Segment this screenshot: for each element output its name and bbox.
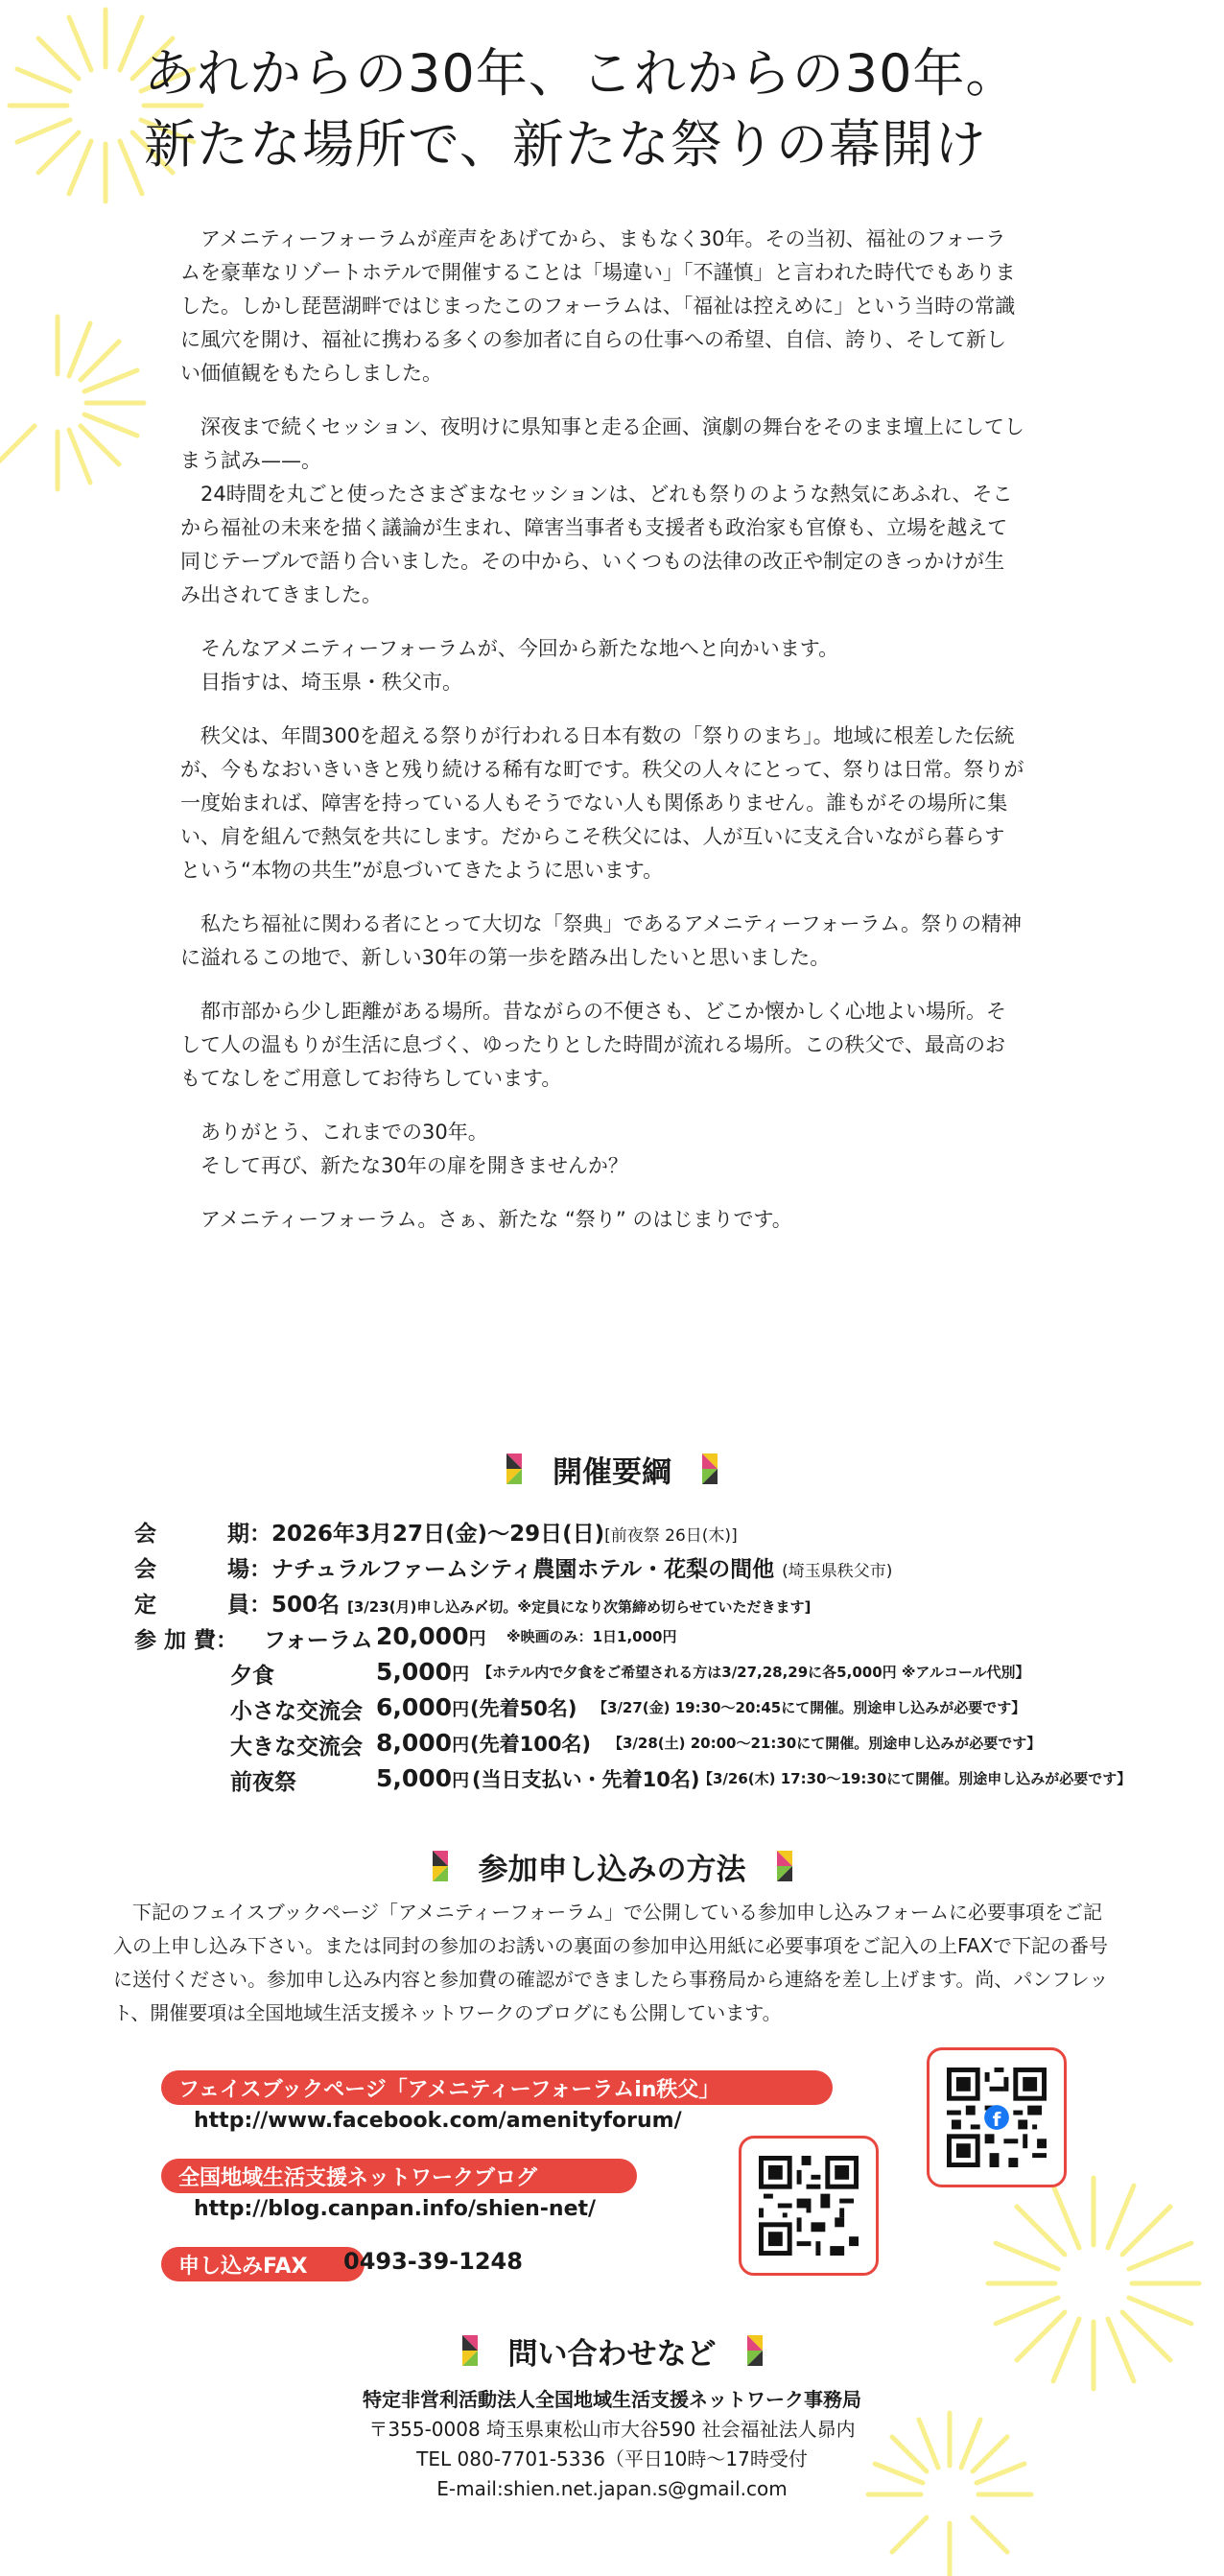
fee-note: 【3/27(金) 19:30〜20:45にて開催。別途申し込みが必要です】 [593, 1699, 1026, 1716]
fax-label: 申し込みFAX [161, 2247, 365, 2281]
fee-note: 【3/28(土) 20:00〜21:30にて開催。別途申し込みが必要です】 [608, 1735, 1042, 1752]
intro-paragraph: アメニティーフォーラム。さぁ、新たな “祭り” のはじまりです。 [200, 1208, 792, 1231]
blog-url-link[interactable]: http://blog.canpan.info/shien-net/ [194, 2197, 597, 2221]
capacity-note: [3/23(月)申し込み〆切。※定員になり次第締め切らせていただきます] [347, 1598, 812, 1616]
svg-text:f: f [992, 2108, 1001, 2131]
fee-note: ※映画のみ：1日1,000円 [506, 1628, 677, 1645]
intro-paragraph: アメニティーフォーラムが産声をあげてから、まもなく30年。その当初、福祉のフォーラムを豪華なリゾートホテルで開催することは「場違い」「不謹慎」と言われた時代でもありました。しかし琵琶湖畔ではじまったこのフォーラムは、「福祉は控えめに」という当時の常識に風穴を開け、福祉に携わる多くの参加者に自らの仕事への希望、自信、誇り、そして新しい価値観をもたらしました。 [180, 227, 1016, 385]
fee-extra: (先着50名) [470, 1697, 577, 1720]
capacity-value: ：500名 [249, 1593, 341, 1618]
contact-tel: TEL 080-7701-5336（平日10時〜17時受付 [416, 2447, 808, 2470]
intro-paragraph: 私たち福祉に関わる者にとって大切な「祭典」であるアメニティーフォーラム。祭りの精神に溢れるこの地で、新しい30年の第一歩を踏み出したいと思いました。 [180, 912, 1022, 969]
fee-row [134, 1658, 1209, 1693]
intro-paragraph: 深夜まで続くセッション、夜明けに県知事と走る企画、演劇の舞台をそのまま壇上にしてしまう試み——。 [180, 415, 1024, 472]
contact-info [0, 2385, 1224, 2504]
venue-value: ：ナチュラルファームシティ農園ホテル・花梨の間他 [249, 1557, 775, 1582]
intro-paragraph: 目指すは、埼玉県・秩父市。 [200, 671, 462, 694]
period-value: ：2026年3月27日(金)〜29日(日)[前夜祭 26日(木)] [249, 1522, 738, 1547]
fee-row [134, 1693, 1209, 1729]
fee-row [134, 1729, 1209, 1764]
festival-mark-icon [429, 1847, 467, 1885]
facebook-qr-code [927, 2047, 1067, 2187]
apply-instructions: 下記のフェイスブックページ「アメニティーフォーラム」で公開している参加申し込みフォームに必要事項をご記入の上申し込み下さい。または同封の参加のお誘いの裏面の参加申込用紙に必要事項をご記入の上FAXで下記の番号に送付ください。参加申し込み内容と参加費の確認ができましたら事務局から連絡を差し上げます。尚、パンフレット、開催要項は全国地域生活支援ネットワークのブログにも公開しています。 [113, 1901, 1109, 2024]
intro-paragraph: そんなアメニティーフォーラムが、今回から新たな地へと向かいます。 [200, 637, 839, 660]
venue-row [134, 1551, 1209, 1587]
fee-name: 夕食 [230, 1664, 274, 1689]
period-row [134, 1516, 1209, 1551]
fee-name: 大きな交流会 [230, 1735, 363, 1760]
intro-paragraph: ありがとう、これまでの30年。 [200, 1121, 488, 1144]
festival-mark-icon [459, 2331, 497, 2370]
intro-paragraph: 24時間を丸ごと使ったさまざまなセッションは、どれも祭りのような熱気にあふれ、そこから福祉の未来を描く議論が生まれ、障害当事者も支援者も政治家も官僚も、立場を越えて同じテーブルで語り合いました。その中から、いくつもの法律の改正や制定のきっかけが生み出されてきました。 [180, 483, 1013, 606]
fee-price: 8,000円 [376, 1729, 470, 1757]
contact-heading-text: 問い合わせなど [507, 2336, 717, 2372]
contact-heading [0, 2327, 1224, 2375]
venue-label: 会 場 [134, 1557, 249, 1582]
fee-extra: (当日支払い・先着10名) [472, 1768, 700, 1791]
fee-row [134, 1764, 1209, 1800]
contact-email: E-mail:shien.net.japan.s@gmail.com [436, 2477, 788, 2500]
fee-price: 5,000円 [376, 1658, 470, 1686]
festival-mark-icon [503, 1450, 541, 1488]
page-title [144, 38, 1103, 180]
capacity-label: 定 員 [134, 1593, 249, 1618]
title-line-1: あれからの30年、これからの30年。 [144, 43, 1019, 104]
intro-paragraph: そして再び、新たな30年の扉を開きませんか？ [200, 1154, 628, 1177]
blog-qr-code [739, 2136, 879, 2276]
outline-heading [0, 1445, 1224, 1493]
fee-price: 6,000円 [376, 1693, 470, 1721]
fee-price: 20,000円 [376, 1622, 486, 1650]
intro-text [180, 223, 1024, 1237]
qr-code-icon [759, 2156, 859, 2256]
outline-details [134, 1516, 1209, 1800]
qr-code-icon [947, 2068, 1047, 2167]
fee-label: 参 加 費： [134, 1628, 239, 1653]
intro-paragraph: 都市部から少し距離がある場所。昔ながらの不便さも、どこか懐かしく心地よい場所。そして人の温もりが生活に息づく、ゆったりとした時間が流れる場所。この秩父で、最高のおもてなしをご用意してお待ちしています。 [180, 1000, 1006, 1090]
festival-mark-icon [683, 1450, 721, 1488]
outline-heading-text: 開催要綱 [553, 1454, 671, 1490]
facebook-url-link[interactable]: http://www.facebook.com/amenityforum/ [194, 2109, 682, 2133]
fee-name: 小さな交流会 [230, 1699, 363, 1724]
festival-mark-icon [728, 2331, 766, 2370]
title-line-2: 新たな場所で、新たな祭りの幕開け [144, 114, 987, 175]
capacity-row [134, 1587, 1209, 1622]
period-label: 会 期 [134, 1522, 249, 1547]
fee-note: 【ホテル内で夕食をご希望される方は3/27,28,29に各5,000円 ※アルコール代別】 [478, 1664, 1030, 1681]
intro-paragraph: 秩父は、年間300を超える祭りが行われる日本有数の「祭りのまち」。地域に根差した伝統が、今もなおいきいきと残り続ける稀有な町です。秩父の人々にとって、祭りは日常。祭りが一度始まれば、障害を持っている人もそうでない人も関係ありません。誰もがその場所に集い、肩を組んで熱気を共にします。だからこそ秩父には、人が互いに支え合いながら暮らすという“本物の共生”が息づいてきたように思います。 [180, 724, 1024, 882]
contact-address: 〒355-0008 埼玉県東松山市大谷590 社会福祉法人昴内 [368, 2418, 856, 2441]
fee-name: フォーラム [264, 1628, 373, 1653]
fee-note: 【3/26(木) 17:30〜19:30にて開催。別途申し込みが必要です】 [698, 1770, 1132, 1787]
festival-mark-icon [758, 1847, 796, 1885]
apply-heading [0, 1842, 1224, 1890]
blog-label: 全国地域生活支援ネットワークブログ [161, 2159, 637, 2193]
fee-price: 5,000円 [376, 1764, 470, 1792]
fax-number: 0493-39-1248 [343, 2248, 523, 2275]
venue-note: (埼玉県秩父市) [782, 1562, 893, 1581]
facebook-label: フェイスブックページ「アメニティーフォーラムin秩父」 [161, 2070, 833, 2105]
fee-row [134, 1622, 1209, 1658]
contact-organization: 特定非営利活動法人全国地域生活支援ネットワーク事務局 [363, 2388, 861, 2411]
apply-heading-text: 参加申し込みの方法 [478, 1852, 746, 1887]
fee-extra: (先着100名) [470, 1733, 592, 1756]
fee-name: 前夜祭 [230, 1770, 296, 1795]
